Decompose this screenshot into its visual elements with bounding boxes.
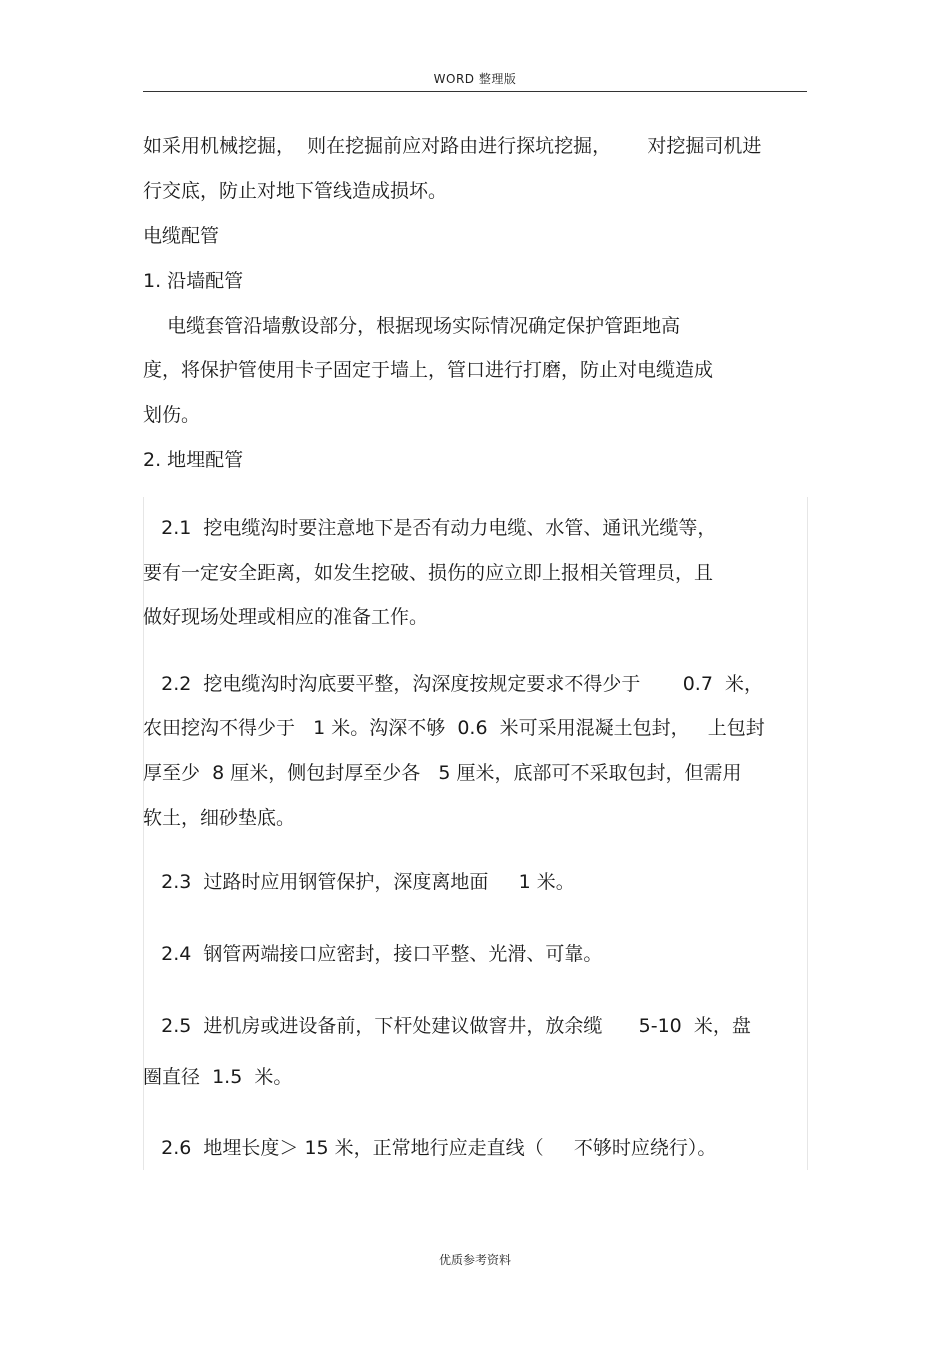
para-2-3-line-1: 2.3 过路时应用钢管保护，深度离地面 1 米。 — [143, 871, 575, 893]
para-2-2-line-1: 2.2 挖电缆沟时沟底要平整，沟深度按规定要求不得少于 0.7 米， — [143, 673, 763, 695]
section-heading: 电缆配管 — [143, 225, 220, 247]
intro-line-2: 行交底，防止对地下管线造成损坏。 — [143, 180, 448, 202]
header-divider — [143, 91, 807, 92]
para-2-4-line-1: 2.4 钢管两端接口应密封，接口平整、光滑、可靠。 — [143, 943, 603, 965]
para-2-2-line-2: 农田挖沟不得少于 1 米。沟深不够 0.6 米可采用混凝土包封， 上包封 — [143, 717, 765, 739]
subsection-1-line-2: 度，将保护管使用卡子固定于墙上，管口进行打磨，防止对电缆造成 — [143, 359, 714, 381]
subsection-2-heading: 2. 地埋配管 — [143, 449, 244, 471]
page-footer: 优质参考资料 — [438, 1253, 511, 1267]
header-title: WORD 整理版 — [433, 72, 517, 86]
subsection-1-line-3: 划伤。 — [143, 404, 201, 426]
intro-line-1: 如采用机械挖掘， 则在挖掘前应对路由进行探坑挖掘， 对挖掘司机进 — [143, 135, 762, 157]
subsection-1-heading: 1. 沿墙配管 — [143, 270, 244, 292]
para-2-1-line-1: 2.1 挖电缆沟时要注意地下是否有动力电缆、水管、通讯光缆等， — [143, 517, 717, 539]
para-2-2-line-3: 厚至少 8 厘米，侧包封厚至少各 5 厘米，底部可不采取包封，但需用 — [143, 762, 742, 784]
para-2-1-line-2: 要有一定安全距离，如发生挖破、损伤的应立即上报相关管理员，且 — [143, 562, 714, 584]
para-2-6-line-1: 2.6 地埋长度＞ 15 米，正常地行应走直线（ 不够时应绕行）。 — [143, 1137, 717, 1159]
subsection-1-line-1: 电缆套管沿墙敷设部分，根据现场实际情况确定保护管距地高 — [143, 315, 681, 337]
para-2-5-line-1: 2.5 进机房或进设备前，下杆处建议做窨井，放余缆 5-10 米，盘 — [143, 1015, 751, 1037]
para-2-1-line-3: 做好现场处理或相应的准备工作。 — [143, 606, 429, 628]
para-2-2-line-4: 软土，细砂垫底。 — [143, 807, 296, 829]
para-2-5-line-2: 圈直径 1.5 米。 — [143, 1066, 293, 1088]
